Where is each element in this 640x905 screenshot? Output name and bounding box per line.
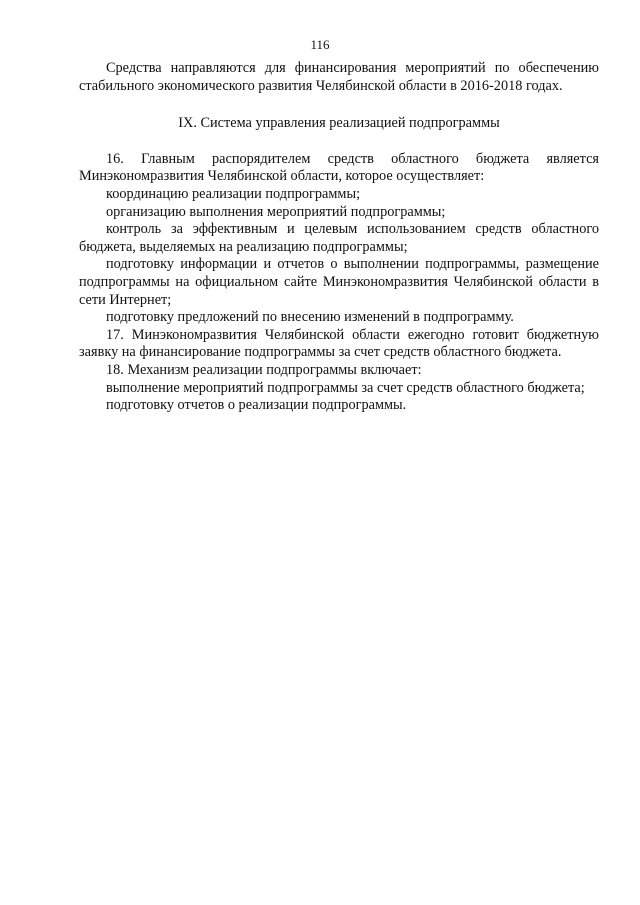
page-number: 116 [310, 37, 330, 52]
list-item: выполнение мероприятий подпрограммы за счет средств областного бюджета; [106, 379, 585, 396]
list-item: подготовку отчетов о реализации подпрограммы. [106, 397, 407, 414]
intro-paragraph: Средства направляются для финансирования мероприятий по обеспечению стабильного экономического развития Челябинской области в 2016-2018 годах. [79, 60, 599, 94]
clause-18: 18. Механизм реализации подпрограммы включает: [106, 361, 422, 378]
section-heading: IX. Система управления реализацией подпрограммы [178, 115, 500, 132]
list-item: координацию реализации подпрограммы; [106, 185, 361, 202]
list-item: контроль за эффективным и целевым использованием средств областного бюджета, выделяемых на реализацию подпрограммы; [79, 221, 599, 255]
list-item: подготовку предложений по внесению изменений в подпрограмму. [106, 309, 514, 326]
list-item: подготовку информации и отчетов о выполнении подпрограммы, размещение подпрограммы на официальном сайте Минэкономразвития Челябинской области в сети Интернет; [79, 256, 599, 308]
clause-17: 17. Минэкономразвития Челябинской области ежегодно готовит бюджетную заявку на финансирование подпрограммы за счет средств областного бюджета. [79, 326, 599, 361]
document-body [79, 60, 599, 415]
list-item: организацию выполнения мероприятий подпрограммы; [106, 203, 446, 220]
clause-16: 16. Главным распорядителем средств областного бюджета является Минэкономразвития Челябинской области, которое осуществляет: [79, 150, 599, 185]
